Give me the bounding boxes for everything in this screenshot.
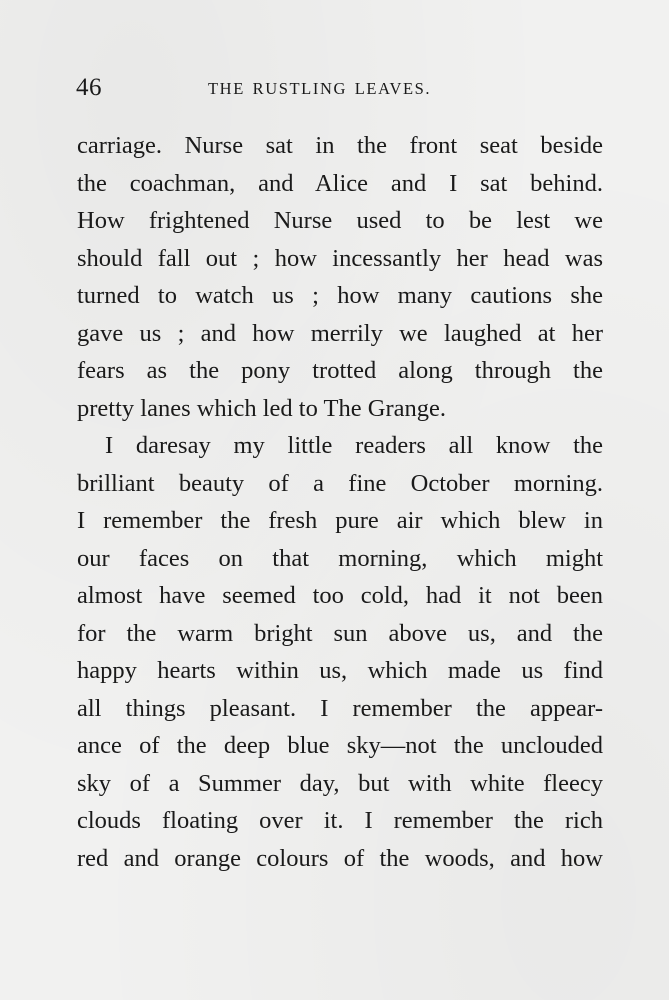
page-number: 46: [76, 74, 102, 101]
text-line: the coachman, and Alice and I sat behind.: [77, 169, 603, 197]
text-line: happy hearts within us, which made us find: [77, 657, 603, 684]
text-line: all things pleasant. I remember the appear-: [77, 694, 603, 722]
paragraph-start-line: I daresay my little readers all know the: [105, 432, 603, 459]
text-line: ance of the deep blue sky—not the unclouded: [77, 732, 603, 759]
text-line: for the warm bright sun above us, and the: [77, 619, 603, 647]
text-line: I remember the fresh pure air which blew in: [77, 507, 603, 534]
text-line: brilliant beauty of a fine October morning.: [77, 469, 603, 497]
paragraph-end-line: pretty lanes which led to The Grange.: [77, 394, 446, 422]
text-line: carriage. Nurse sat in the front seat beside: [77, 132, 603, 159]
text-line: clouds floating over it. I remember the rich: [77, 807, 603, 834]
text-line: sky of a Summer day, but with white fleecy: [77, 769, 603, 797]
running-title: THE RUSTLING LEAVES.: [208, 79, 432, 98]
text-line: our faces on that morning, which might: [77, 544, 603, 572]
text-line: fears as the pony trotted along through the: [77, 357, 603, 384]
text-line: almost have seemed too cold, had it not been: [77, 582, 603, 609]
text-line: turned to watch us ; how many cautions she: [77, 282, 603, 309]
text-line: red and orange colours of the woods, and how: [77, 844, 603, 872]
body-text: [77, 127, 603, 877]
text-line: How frightened Nurse used to be lest we: [77, 207, 603, 234]
text-line: gave us ; and how merrily we laughed at her: [77, 319, 603, 347]
text-line: should fall out ; how incessantly her head was: [77, 244, 603, 272]
